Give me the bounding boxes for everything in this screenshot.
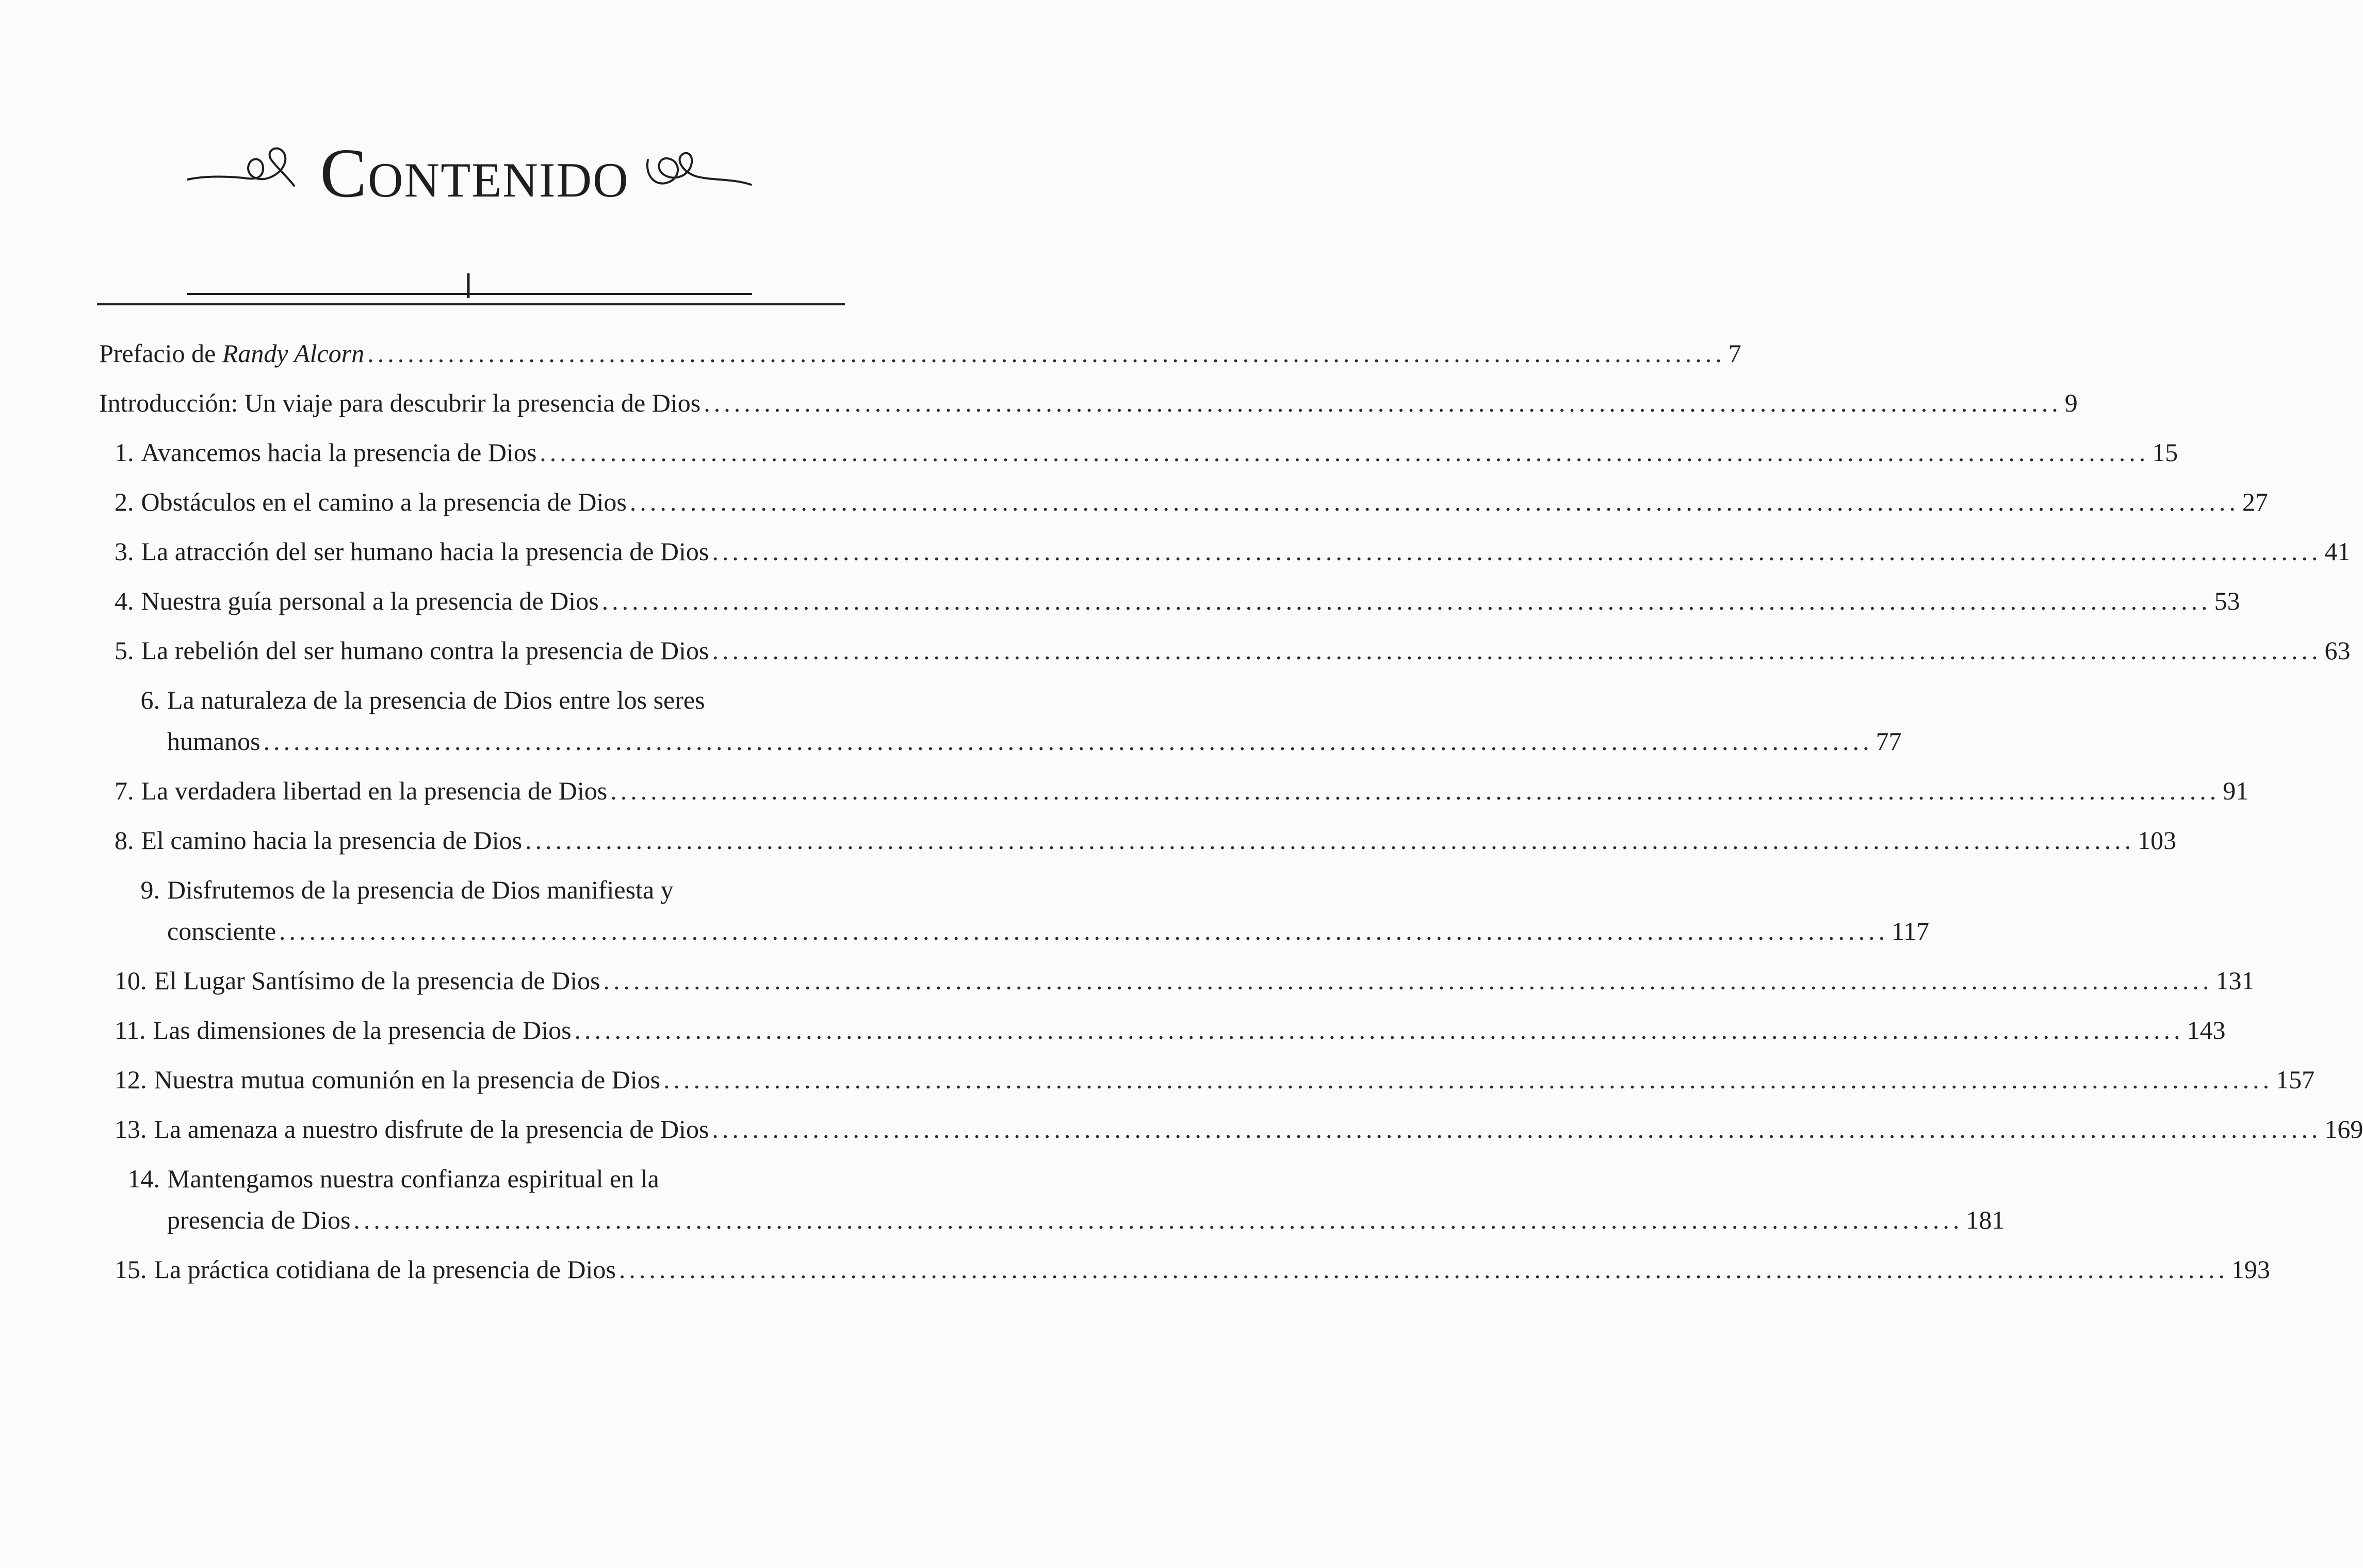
toc-entry-chapter[interactable] (99, 438, 2178, 467)
leader-dots: ....................................................................................................................................... (367, 339, 1725, 368)
toc-entry-chapter[interactable] (99, 1164, 2005, 1234)
toc-entry-chapter[interactable] (99, 1255, 2270, 1284)
chapter-number: 8. (115, 826, 134, 855)
page-number: 131 (2215, 966, 2255, 995)
entry-label-continued: consciente (167, 917, 276, 945)
chapter-number: 7. (115, 776, 134, 805)
leader-dots: ................................................................................................................................................................ (712, 1115, 2322, 1144)
entry-label: La práctica cotidiana de la presencia de Dios (154, 1255, 616, 1284)
chapter-number: 15. (115, 1255, 147, 1284)
page-number: 193 (2231, 1255, 2270, 1284)
leader-dots: ................................................................................................................................................................ (601, 586, 2211, 615)
page-number: 169 (2324, 1115, 2363, 1144)
chapter-number: 4. (115, 586, 134, 615)
page-number: 7 (1728, 339, 1741, 368)
chapter-number: 12. (115, 1065, 147, 1094)
page-number: 117 (1892, 917, 1930, 945)
chapter-number: 13. (115, 1115, 147, 1144)
leader-dots: ................................................................................................................................................................ (629, 487, 2239, 516)
leader-dots: ................................................................................................................................................................ (263, 727, 1873, 756)
toc-entry-chapter[interactable] (99, 875, 1930, 945)
leader-dots: ................................................................................................................................................................ (663, 1065, 2273, 1094)
toc-entry-chapter[interactable] (99, 636, 2351, 665)
leader-dots: ................................................................................................................................................................ (525, 826, 2135, 855)
entry-label: La naturaleza de la presencia de Dios entre los seres (167, 685, 705, 714)
page-number: 53 (2214, 586, 2240, 615)
page-number: 103 (2138, 826, 2177, 855)
page-number: 41 (2324, 537, 2351, 566)
toc-entry-chapter[interactable] (99, 685, 1902, 756)
page-number: 143 (2187, 1016, 2226, 1044)
entry-label: Nuestra guía personal a la presencia de Dios (141, 586, 599, 615)
entry-label: Prefacio de (99, 339, 222, 368)
entry-label-continued: presencia de Dios (167, 1205, 351, 1234)
chapter-number: 3. (115, 537, 134, 566)
flourish-icon (186, 129, 304, 206)
entry-label: La rebelión del ser humano contra la presencia de Dios (141, 636, 709, 665)
entry-label: Avancemos hacia la presencia de Dios (141, 438, 537, 467)
toc-entry-chapter[interactable] (99, 1065, 2315, 1094)
leader-dots: ................................................................................................................................................................ (279, 917, 1889, 945)
leader-dots: ................................................................................................................................................................ (610, 776, 2220, 805)
chapter-number: 14. (127, 1164, 160, 1193)
entry-label: El Lugar Santísimo de la presencia de Dios (154, 966, 600, 995)
flourish-icon (645, 129, 753, 206)
chapter-number: 2. (115, 487, 134, 516)
chapter-list (99, 438, 2363, 1284)
table-of-contents (99, 339, 2363, 1306)
toc-entry-chapter[interactable] (99, 776, 2249, 805)
entry-label: Las dimensiones de la presencia de Dios (153, 1016, 572, 1044)
entry-label: La amenaza a nuestro disfrute de la presencia de Dios (154, 1115, 709, 1144)
entry-author: Randy Alcorn (222, 339, 365, 368)
chapter-number: 5. (115, 636, 134, 665)
toc-entry-chapter[interactable] (99, 1016, 2226, 1044)
entry-label: La verdadera libertad en la presencia de Dios (141, 776, 608, 805)
chapter-number: 10. (115, 966, 147, 995)
toc-entry-introduction[interactable] (99, 388, 2078, 417)
page-number: 77 (1876, 727, 1902, 756)
leader-dots: ................................................................................................................................................................ (712, 537, 2322, 566)
entry-label: Obstáculos en el camino a la presencia de Dios (141, 487, 627, 516)
page-title: Contenido (320, 135, 629, 212)
entry-label-continued: humanos (167, 727, 260, 756)
page-number: 181 (1966, 1205, 2005, 1234)
page-number: 157 (2276, 1065, 2315, 1094)
toc-entry-chapter[interactable] (99, 487, 2268, 516)
page-number: 91 (2223, 776, 2249, 805)
entry-label: El camino hacia la presencia de Dios (141, 826, 523, 855)
decorative-rule (97, 273, 845, 309)
toc-entry-chapter[interactable] (99, 966, 2255, 995)
page-number: 9 (2064, 388, 2078, 417)
entry-label: Disfrutemos de la presencia de Dios manifiesta y (167, 875, 674, 904)
chapter-number: 1. (115, 438, 134, 467)
entry-label: Mantengamos nuestra confianza espiritual en la (167, 1164, 659, 1193)
chapter-number: 9. (140, 875, 160, 904)
leader-dots: ................................................................................................................................................................ (574, 1016, 2184, 1044)
leader-dots: ................................................................................................................................................................ (618, 1255, 2228, 1284)
leader-dots: ................................................................................................................................................................ (540, 438, 2149, 467)
entry-label: La atracción del ser humano hacia la presencia de Dios (141, 537, 709, 566)
chapter-number: 6. (140, 685, 160, 714)
leader-dots: ................................................................................................................................................................ (353, 1205, 1963, 1234)
title-block (186, 124, 753, 217)
toc-entry-chapter[interactable] (99, 1115, 2363, 1144)
toc-entry-chapter[interactable] (99, 537, 2351, 566)
entry-label: Introducción: Un viaje para descubrir la presencia de Dios (99, 388, 701, 417)
toc-entry-preface[interactable] (99, 339, 1741, 368)
leader-dots: ................................................................................................................................................................ (712, 636, 2322, 665)
leader-dots: ................................................................................................................................................................ (603, 966, 2213, 995)
entry-label: Nuestra mutua comunión en la presencia de Dios (154, 1065, 661, 1094)
page-number: 27 (2242, 487, 2268, 516)
page-number: 63 (2324, 636, 2351, 665)
toc-entry-chapter[interactable] (99, 586, 2240, 615)
chapter-number: 11. (115, 1016, 146, 1044)
leader-dots: ....................................................................................................................................... (704, 388, 2062, 417)
page-number: 15 (2152, 438, 2178, 467)
toc-entry-chapter[interactable] (99, 826, 2177, 855)
